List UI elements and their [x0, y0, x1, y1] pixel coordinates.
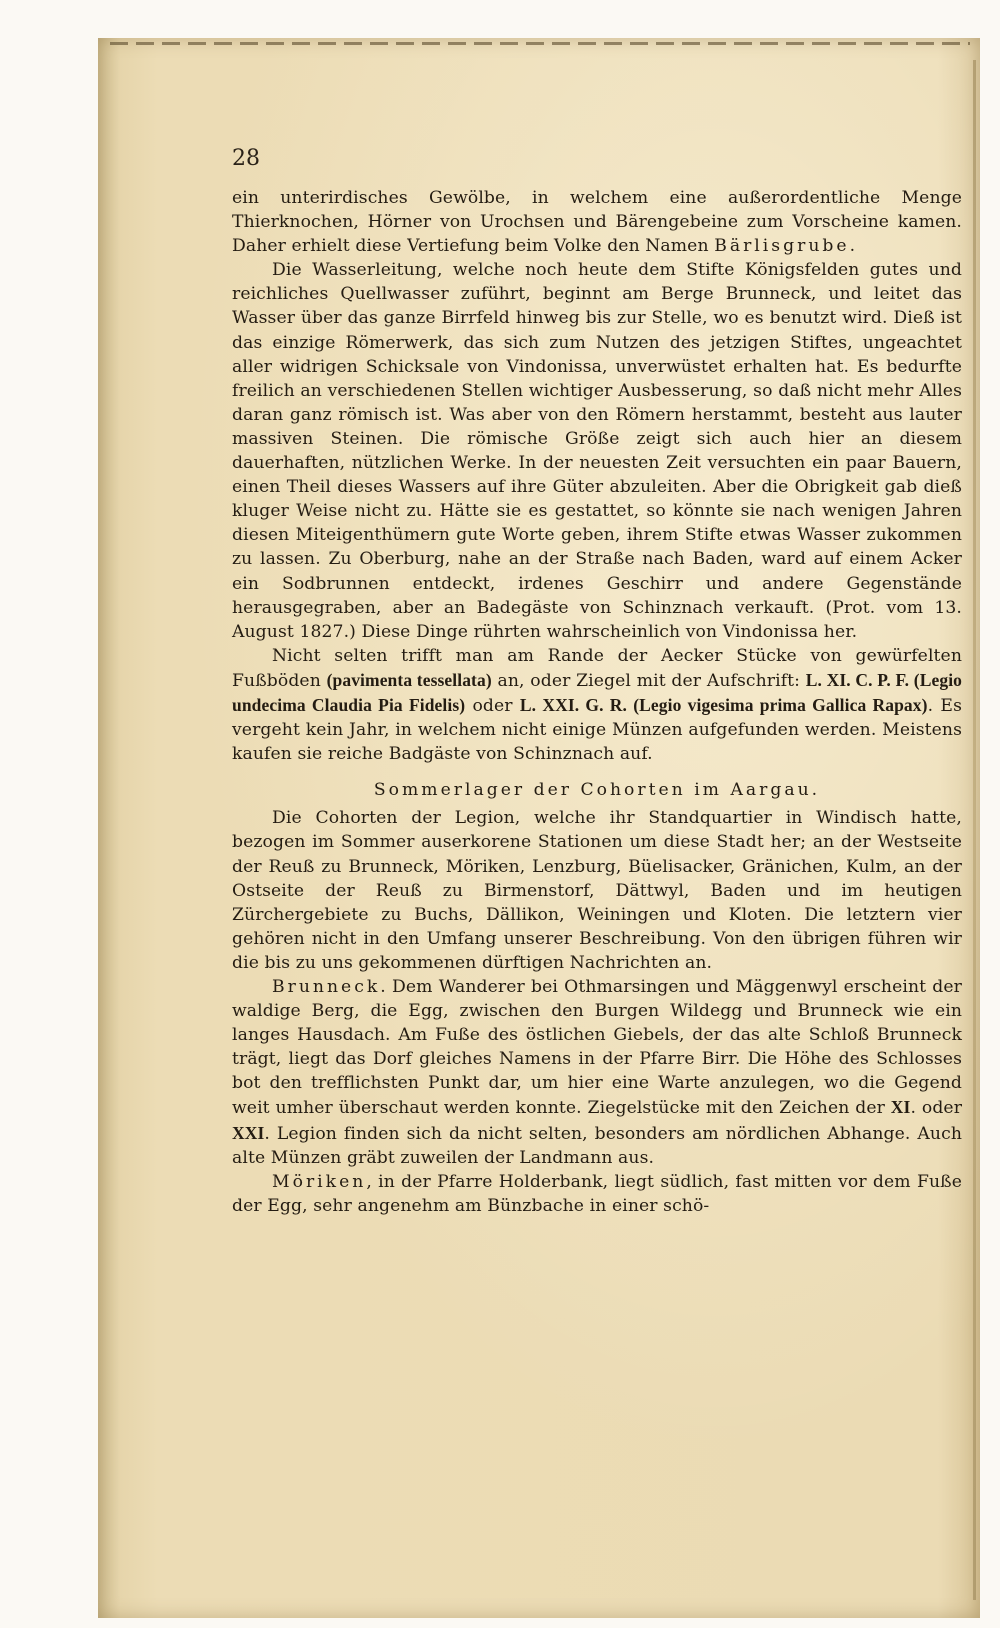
- text-run: .: [849, 236, 856, 257]
- page-number: 28: [232, 146, 260, 171]
- latin-inscription: (pavimenta tessellata): [326, 669, 492, 690]
- paragraph: [232, 975, 962, 1170]
- latin-inscription: L. XXI. G. R. (Legio vigesima prima Gallica Rapax): [519, 694, 928, 715]
- text-run: . Es vergeht kein Jahr, in welchem nicht einige Münzen aufgefunden werden. Meistens kaufen sie reiche Badgäste von Schinznach auf.: [232, 695, 962, 765]
- text-run: . Dem Wanderer bei Othmarsingen und Mäggenwyl erscheint der waldige Berg, die Egg, zwischen den Burgen Wildegg und Brunneck wie ein langes Hausdach. Am Fuße des östlichen Giebels, der das alte Schloß Brunneck trägt, liegt das Dorf gleiches Namens in der Pfarre Birr. Die Höhe des Schlosses bot den trefflichsten Punkt dar, um hier eine Warte anzulegen, wo die Gegend weit umher überschaut werden konnte. Ziegelstücke mit den Zeichen der: [232, 977, 962, 1119]
- paragraph: [232, 186, 962, 258]
- text-run: Nicht selten trifft man am Rande der Aecker Stücke von gewürfelten Fußböden: [232, 645, 962, 691]
- text-run: Sommerlager der Cohorten im Aargau.: [373, 780, 821, 801]
- text-run: ein unterirdisches Gewölbe, in welchem eine außerordentliche Menge Thierknochen, Hörner von Urochsen und Bärengebeine zum Vorscheine kamen. Daher erhielt diese Vertiefung beim Volke den Namen: [232, 188, 962, 257]
- latin-inscription: L. XI. C. P. F. (Legio undecima Claudia Pia Fidelis): [232, 669, 963, 715]
- text-run: . Legion finden sich da nicht selten, besonders am nördlichen Abhange. Auch alte Münzen gräbt zuweilen der Landmann aus.: [232, 1123, 962, 1168]
- text-run: Die Cohorten der Legion, welche ihr Standquartier in Windisch hatte, bezogen im Sommer auserkorene Stationen um diese Stadt her; an der Westseite der Reuß zu Brunneck, Möriken, Lenzburg, Büelisacker, Gränichen, Kulm, an der Ostseite der Reuß zu Birmenstorf, Dättwyl, Baden und im heutigen Zürchergebiete zu Buchs, Dällikon, Weiningen und Kloten. Die letztern vier gehören nicht in den Umfang unserer Beschreibung. Von den übrigen führen wir die bis zu uns gekommenen dürftigen Nachrichten an.: [232, 808, 962, 973]
- text-run: an, oder Ziegel mit der Aufschrift:: [491, 670, 806, 691]
- text-run: . oder: [910, 1098, 963, 1119]
- paragraph: [232, 644, 962, 766]
- text-run: Die Wasserleitung, welche noch heute dem Stifte Königsfelden gutes und reichliches Quellwasser zuführt, beginnt am Berge Brunneck, und leitet das Wasser über das ganze Birrfeld hinweg bis zur Stelle, wo es benutzt wird. Dieß ist das einzige Römerwerk, das sich zum Nutzen des jetzigen Stiftes, ungeachtet aller widrigen Schicksale von Vindonissa, unverwüstet erhalten hat. Es bedurfte freilich an verschiedenen Stellen wichtiger Ausbesserung, so daß nicht mehr Alles daran ganz römisch ist. Was aber von den Römern herstammt, besteht aus lauter massiven Steinen. Die römische Größe zeigt sich auch hier an diesem dauerhaften, nützlichen Werke. In der neuesten Zeit versuchten ein paar Bauern, einen Theil dieses Wassers auf ihre Güter abzuleiten. Aber die Obrigkeit gab dieß kluger Weise nicht zu. Hätte sie es gestattet, so könnte sie nach wenigen Jahren diesen Miteigenthümern gute Worte geben, ihrem Stifte etwas Wasser zukommen zu lassen. Zu Oberburg, nahe an der Straße nach Baden, ward auf einem Acker ein Sodbrunnen entdeckt, irdenes Geschirr und andere Gegenstände herausgegraben, aber an Badegäste von Schinznach verkauft. (Prot. vom 13. August 1827.) Diese Dinge rührten wahrscheinlich von Vindonissa her.: [232, 260, 962, 642]
- spaced-term: Brunneck: [272, 977, 381, 997]
- spaced-term: Bärlisgrube: [714, 236, 850, 257]
- text-run: oder: [465, 695, 520, 716]
- page-right-edge: [973, 60, 976, 1600]
- body-text: [232, 186, 962, 1218]
- spaced-term: Möriken: [272, 1171, 367, 1192]
- paragraph: [232, 258, 962, 644]
- page-top-edge: [110, 42, 970, 45]
- text-run: , in der Pfarre Holderbank, liegt südlich, fast mitten vor dem Fuße der Egg, sehr angenehm am Bünzbache in einer schö-: [232, 1171, 962, 1216]
- latin-inscription: XXI: [232, 1122, 265, 1143]
- paragraph: [232, 1170, 962, 1218]
- paragraph: [232, 806, 962, 975]
- latin-inscription: XI: [890, 1097, 911, 1118]
- section-heading: [232, 778, 962, 802]
